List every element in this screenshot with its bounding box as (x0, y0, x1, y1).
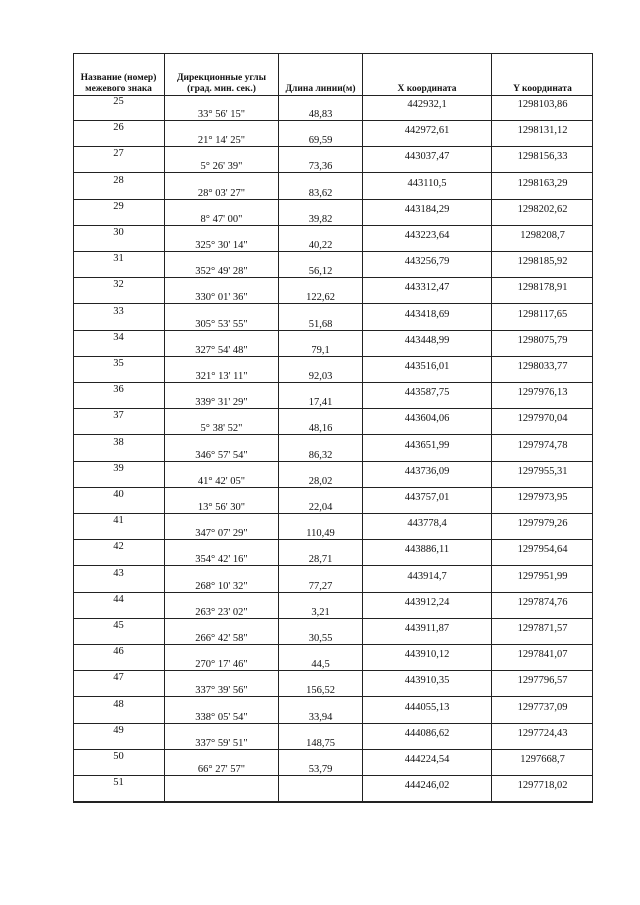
header-y: Y координата (513, 83, 572, 94)
header-name: Название (номер) межевого знака (80, 73, 157, 94)
line-length: 28,71 (308, 554, 333, 566)
point-name: 46 (113, 646, 124, 658)
point-name: 26 (113, 122, 124, 134)
line-length: 28,02 (308, 475, 333, 487)
line-length: 156,52 (306, 685, 335, 697)
point-name: 42 (113, 541, 124, 553)
y-coordinate: 1298202,62 (517, 203, 568, 215)
y-coordinate: 1298208,7 (520, 230, 565, 241)
point-name: 40 (113, 489, 124, 500)
line-length: 44,5 (311, 659, 330, 671)
x-coordinate: 443587,75 (404, 387, 450, 399)
line-length: 77,27 (308, 580, 333, 592)
x-coordinate: 443312,47 (404, 282, 450, 294)
table-row (73, 121, 593, 147)
line-length: 92,03 (308, 371, 333, 382)
header-x: X координата (397, 83, 457, 94)
y-coordinate: 1297951,99 (517, 570, 568, 582)
line-length: 110,49 (306, 528, 335, 540)
x-coordinate: 443886,11 (404, 544, 450, 556)
column-border (278, 53, 279, 802)
y-coordinate: 1298185,92 (517, 256, 568, 268)
point-name: 43 (113, 567, 124, 579)
point-name: 45 (113, 620, 124, 631)
table-row (73, 226, 593, 252)
direction-angle: 321° 13' 11" (195, 371, 248, 382)
table-row (73, 200, 593, 226)
point-name: 31 (113, 253, 124, 265)
point-name: 50 (113, 751, 124, 762)
x-coordinate: 443223,64 (404, 230, 450, 241)
x-coordinate: 443757,01 (404, 492, 450, 503)
direction-angle: 33° 56' 15" (197, 109, 246, 120)
y-coordinate: 1297737,09 (517, 701, 568, 713)
table-row (73, 488, 593, 514)
line-length: 17,41 (308, 397, 333, 409)
point-name: 34 (113, 331, 124, 343)
x-coordinate: 443184,29 (404, 203, 450, 215)
line-length: 39,82 (308, 213, 333, 225)
table-row (73, 619, 593, 645)
y-coordinate: 1297668,7 (520, 754, 565, 765)
point-name: 30 (113, 227, 124, 238)
table-row (73, 383, 593, 409)
line-length: 122,62 (306, 292, 335, 304)
direction-angle: 337° 39' 56" (195, 685, 248, 697)
x-coordinate: 443778,4 (407, 518, 447, 530)
table-row (73, 567, 593, 593)
line-length: 3,21 (311, 606, 330, 618)
column-border (491, 53, 492, 802)
y-coordinate: 1297841,07 (517, 649, 568, 661)
direction-angle: 352° 49' 28" (195, 266, 248, 278)
direction-angle: 266° 42' 58" (195, 633, 248, 644)
y-coordinate: 1297796,57 (517, 675, 568, 687)
point-name: 38 (113, 436, 124, 448)
y-coordinate: 1297955,31 (517, 465, 568, 477)
direction-angle: 347° 07' 29" (195, 528, 248, 540)
direction-angle: 28° 03' 27" (197, 187, 246, 199)
table-row (73, 593, 593, 619)
y-coordinate: 1297973,95 (517, 492, 568, 503)
direction-angle: 41° 42' 05" (197, 475, 246, 487)
point-name: 37 (113, 410, 124, 422)
table-row (73, 252, 593, 278)
point-name: 32 (113, 279, 124, 291)
direction-angle: 354° 42' 16" (195, 554, 248, 566)
point-name: 41 (113, 515, 124, 527)
table-header (73, 53, 593, 96)
table-row (73, 95, 593, 121)
table-row (73, 776, 593, 802)
y-coordinate: 1297970,04 (517, 413, 568, 425)
table-row (73, 409, 593, 435)
point-name: 39 (113, 462, 124, 474)
x-coordinate: 444086,62 (404, 727, 450, 739)
x-coordinate: 443912,24 (404, 596, 450, 608)
point-name: 51 (113, 777, 124, 789)
x-coordinate: 443910,35 (404, 675, 450, 687)
column-border (73, 53, 74, 802)
x-coordinate: 442932,1 (407, 99, 447, 110)
line-length: 69,59 (308, 135, 333, 147)
direction-angle: 337° 59' 51" (195, 737, 248, 749)
x-coordinate: 443911,87 (404, 623, 450, 634)
table-row (73, 645, 593, 671)
line-length: 22,04 (308, 502, 333, 513)
y-coordinate: 1297874,76 (517, 596, 568, 608)
direction-angle: 5° 38' 52" (200, 423, 243, 435)
direction-angle: 339° 31' 29" (195, 397, 248, 409)
x-coordinate: 443256,79 (404, 256, 450, 268)
direction-angle: 346° 57' 54" (195, 449, 248, 461)
line-length: 83,62 (308, 187, 333, 199)
line-length: 40,22 (308, 240, 333, 251)
point-name: 36 (113, 384, 124, 396)
x-coordinate: 443651,99 (404, 439, 450, 451)
y-coordinate: 1298033,77 (517, 361, 568, 372)
y-coordinate: 1298163,29 (517, 177, 568, 189)
column-border (592, 53, 593, 802)
line-length: 33,94 (308, 711, 333, 723)
direction-angle: 268° 10' 32" (195, 580, 248, 592)
table-row (73, 174, 593, 200)
table-row (73, 462, 593, 488)
column-border (362, 53, 363, 802)
table-row (73, 724, 593, 750)
y-coordinate: 1297718,02 (517, 780, 568, 792)
y-coordinate: 1297976,13 (517, 387, 568, 399)
point-name: 47 (113, 672, 124, 684)
point-name: 27 (113, 148, 124, 160)
line-length: 48,16 (308, 423, 333, 435)
point-name: 33 (113, 305, 124, 317)
x-coordinate: 443516,01 (404, 361, 450, 372)
x-coordinate: 443914,7 (407, 570, 447, 582)
direction-angle: 5° 26' 39" (200, 161, 243, 173)
y-coordinate: 1298117,65 (517, 308, 568, 320)
point-name: 44 (113, 593, 124, 605)
x-coordinate: 443037,47 (404, 151, 450, 163)
line-length: 79,1 (311, 344, 330, 356)
x-coordinate: 443448,99 (404, 334, 450, 346)
point-name: 29 (113, 200, 124, 212)
y-coordinate: 1297979,26 (517, 518, 568, 530)
direction-angle: 338° 05' 54" (195, 711, 248, 723)
line-length: 56,12 (308, 266, 333, 278)
direction-angle: 66° 27' 57" (197, 764, 246, 775)
header-length: Длина линии(м) (285, 83, 356, 94)
y-coordinate: 1297724,43 (517, 727, 568, 739)
y-coordinate: 1297974,78 (517, 439, 568, 451)
table-row (73, 436, 593, 462)
line-length: 30,55 (308, 633, 333, 644)
y-coordinate: 1297871,57 (517, 623, 568, 634)
column-border (164, 53, 165, 802)
point-name: 35 (113, 358, 124, 369)
y-coordinate: 1298103,86 (517, 99, 568, 110)
direction-angle: 305° 53' 55" (195, 318, 248, 330)
line-length: 148,75 (306, 737, 335, 749)
table-row (73, 357, 593, 383)
x-coordinate: 444055,13 (404, 701, 450, 713)
direction-angle: 270° 17' 46" (195, 659, 248, 671)
x-coordinate: 443110,5 (407, 177, 447, 189)
point-name: 28 (113, 174, 124, 186)
point-name: 25 (113, 96, 124, 107)
table-row (73, 750, 593, 776)
y-coordinate: 1298178,91 (517, 282, 568, 294)
direction-angle: 325° 30' 14" (195, 240, 248, 251)
line-length: 53,79 (308, 764, 333, 775)
x-coordinate: 443418,69 (404, 308, 450, 320)
header-angle: Дирекционные углы (град. мин. сек.) (177, 73, 266, 94)
y-coordinate: 1297954,64 (517, 544, 568, 556)
direction-angle: 13° 56' 30" (197, 502, 246, 513)
table-bottom-border (73, 802, 593, 803)
line-length: 86,32 (308, 449, 333, 461)
point-name: 48 (113, 698, 124, 710)
table-row (73, 540, 593, 566)
line-length: 51,68 (308, 318, 333, 330)
direction-angle: 330° 01' 36" (195, 292, 248, 304)
direction-angle: 263° 23' 02" (195, 606, 248, 618)
table-row (73, 305, 593, 331)
y-coordinate: 1298131,12 (517, 125, 568, 137)
line-length: 48,83 (308, 109, 333, 120)
x-coordinate: 442972,61 (404, 125, 450, 137)
table-row (73, 514, 593, 540)
table-row (73, 278, 593, 304)
table-row (73, 698, 593, 724)
x-coordinate: 444246,02 (404, 780, 450, 792)
table-row (73, 331, 593, 357)
direction-angle: 21° 14' 25" (197, 135, 246, 147)
table-row (73, 671, 593, 697)
y-coordinate: 1298075,79 (517, 334, 568, 346)
x-coordinate: 443604,06 (404, 413, 450, 425)
y-coordinate: 1298156,33 (517, 151, 568, 163)
x-coordinate: 443910,12 (404, 649, 450, 661)
direction-angle: 8° 47' 00" (200, 213, 243, 225)
table-row (73, 147, 593, 173)
line-length: 73,36 (308, 161, 333, 173)
x-coordinate: 444224,54 (404, 754, 450, 765)
point-name: 49 (113, 724, 124, 736)
direction-angle: 327° 54' 48" (195, 344, 248, 356)
x-coordinate: 443736,09 (404, 465, 450, 477)
